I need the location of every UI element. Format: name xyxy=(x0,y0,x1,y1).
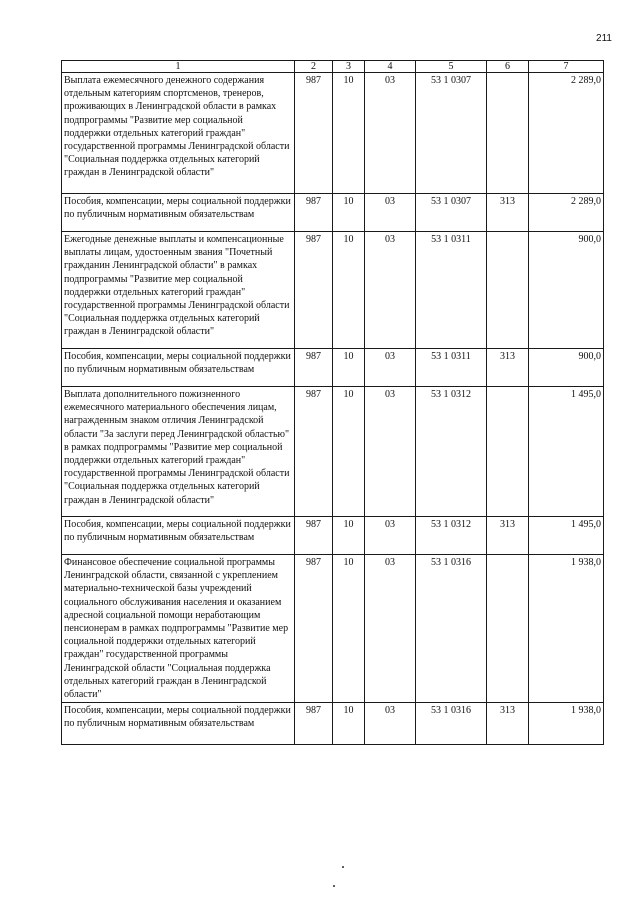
header-row xyxy=(62,61,604,73)
cell-amount: 1 938,0 xyxy=(529,555,604,703)
cell-section: 10 xyxy=(333,387,365,517)
column-header: 2 xyxy=(295,61,333,73)
page-number: 211 xyxy=(596,33,612,44)
cell-subsection: 03 xyxy=(365,517,416,555)
budget-table xyxy=(61,60,604,745)
row-name: Ежегодные денежные выплаты и компенсационные выплаты лицам, удостоенным звания "Почетный гражданин Ленинградской области" в рамках подпрограммы "Развитие мер социальной поддержки отдельных категорий граждан" государственной программы Ленинградской области "Социальная поддержка отдельных категорий граждан в Ленинградской области" xyxy=(62,232,295,349)
row-name: Пособия, компенсации, меры социальной поддержки по публичным нормативным обязательствам xyxy=(62,194,295,232)
column-header: 4 xyxy=(365,61,416,73)
cell-code: 987 xyxy=(295,349,333,387)
cell-section: 10 xyxy=(333,517,365,555)
cell-subsection: 03 xyxy=(365,555,416,703)
cell-target-item: 53 1 0311 xyxy=(416,232,487,349)
table-row xyxy=(62,387,604,517)
cell-target-item: 53 1 0311 xyxy=(416,349,487,387)
row-name: Финансовое обеспечение социальной программы Ленинградской области, связанной с укреплением материально-технической базы учреждений социального обслуживания населения и оказанием адресной социальной помощи неработающим пенсионерам в рамках подпрограммы "Развитие мер социальной поддержки отдельных категорий граждан" государственной программы Ленинградской области "Социальная поддержка отдельных категорий граждан в Ленинградской области" xyxy=(62,555,295,703)
table-row xyxy=(62,73,604,194)
cell-amount: 1 495,0 xyxy=(529,517,604,555)
cell-code: 987 xyxy=(295,232,333,349)
row-name: Пособия, компенсации, меры социальной поддержки по публичным нормативным обязательствам xyxy=(62,703,295,745)
column-header: 7 xyxy=(529,61,604,73)
scan-speck xyxy=(342,866,344,868)
table-row xyxy=(62,194,604,232)
cell-expense-type: 313 xyxy=(487,349,529,387)
row-name: Выплата ежемесячного денежного содержания отдельным категориям спортсменов, тренеров, проживающих в Ленинградской области в рамках подпрограммы "Развитие мер социальной поддержки отдельных категорий граждан" государственной программы Ленинградской области "Социальная поддержка отдельных категорий граждан в Ленинградской области" xyxy=(62,73,295,194)
cell-code: 987 xyxy=(295,703,333,745)
cell-subsection: 03 xyxy=(365,387,416,517)
cell-target-item: 53 1 0316 xyxy=(416,555,487,703)
cell-subsection: 03 xyxy=(365,703,416,745)
column-header: 5 xyxy=(416,61,487,73)
cell-subsection: 03 xyxy=(365,194,416,232)
cell-code: 987 xyxy=(295,387,333,517)
cell-code: 987 xyxy=(295,194,333,232)
cell-target-item: 53 1 0307 xyxy=(416,73,487,194)
cell-section: 10 xyxy=(333,555,365,703)
table-row xyxy=(62,703,604,745)
column-header: 6 xyxy=(487,61,529,73)
cell-expense-type: 313 xyxy=(487,194,529,232)
table-row xyxy=(62,555,604,703)
cell-target-item: 53 1 0316 xyxy=(416,703,487,745)
cell-expense-type xyxy=(487,73,529,194)
cell-subsection: 03 xyxy=(365,73,416,194)
cell-section: 10 xyxy=(333,73,365,194)
column-header: 3 xyxy=(333,61,365,73)
cell-target-item: 53 1 0312 xyxy=(416,387,487,517)
cell-amount: 900,0 xyxy=(529,349,604,387)
cell-subsection: 03 xyxy=(365,349,416,387)
cell-section: 10 xyxy=(333,194,365,232)
cell-amount: 900,0 xyxy=(529,232,604,349)
cell-code: 987 xyxy=(295,517,333,555)
cell-expense-type xyxy=(487,387,529,517)
table-row xyxy=(62,517,604,555)
cell-section: 10 xyxy=(333,349,365,387)
cell-amount: 1 495,0 xyxy=(529,387,604,517)
scan-speck xyxy=(333,885,335,887)
row-name: Пособия, компенсации, меры социальной поддержки по публичным нормативным обязательствам xyxy=(62,349,295,387)
cell-amount: 2 289,0 xyxy=(529,194,604,232)
cell-target-item: 53 1 0312 xyxy=(416,517,487,555)
cell-section: 10 xyxy=(333,232,365,349)
table-row xyxy=(62,349,604,387)
cell-code: 987 xyxy=(295,73,333,194)
cell-expense-type: 313 xyxy=(487,703,529,745)
cell-section: 10 xyxy=(333,703,365,745)
cell-amount: 1 938,0 xyxy=(529,703,604,745)
cell-subsection: 03 xyxy=(365,232,416,349)
row-name: Пособия, компенсации, меры социальной поддержки по публичным нормативным обязательствам xyxy=(62,517,295,555)
cell-expense-type xyxy=(487,555,529,703)
cell-amount: 2 289,0 xyxy=(529,73,604,194)
cell-target-item: 53 1 0307 xyxy=(416,194,487,232)
cell-expense-type xyxy=(487,232,529,349)
cell-code: 987 xyxy=(295,555,333,703)
cell-expense-type: 313 xyxy=(487,517,529,555)
row-name: Выплата дополнительного пожизненного ежемесячного материального обеспечения лицам, награжденным знаком отличия Ленинградской области "За заслуги перед Ленинградской областью" в рамках подпрограммы "Развитие мер социальной поддержки отдельных категорий граждан" государственной программы Ленинградской области "Социальная поддержка отдельных категорий граждан в Ленинградской области" xyxy=(62,387,295,517)
column-header: 1 xyxy=(62,61,295,73)
table-row xyxy=(62,232,604,349)
